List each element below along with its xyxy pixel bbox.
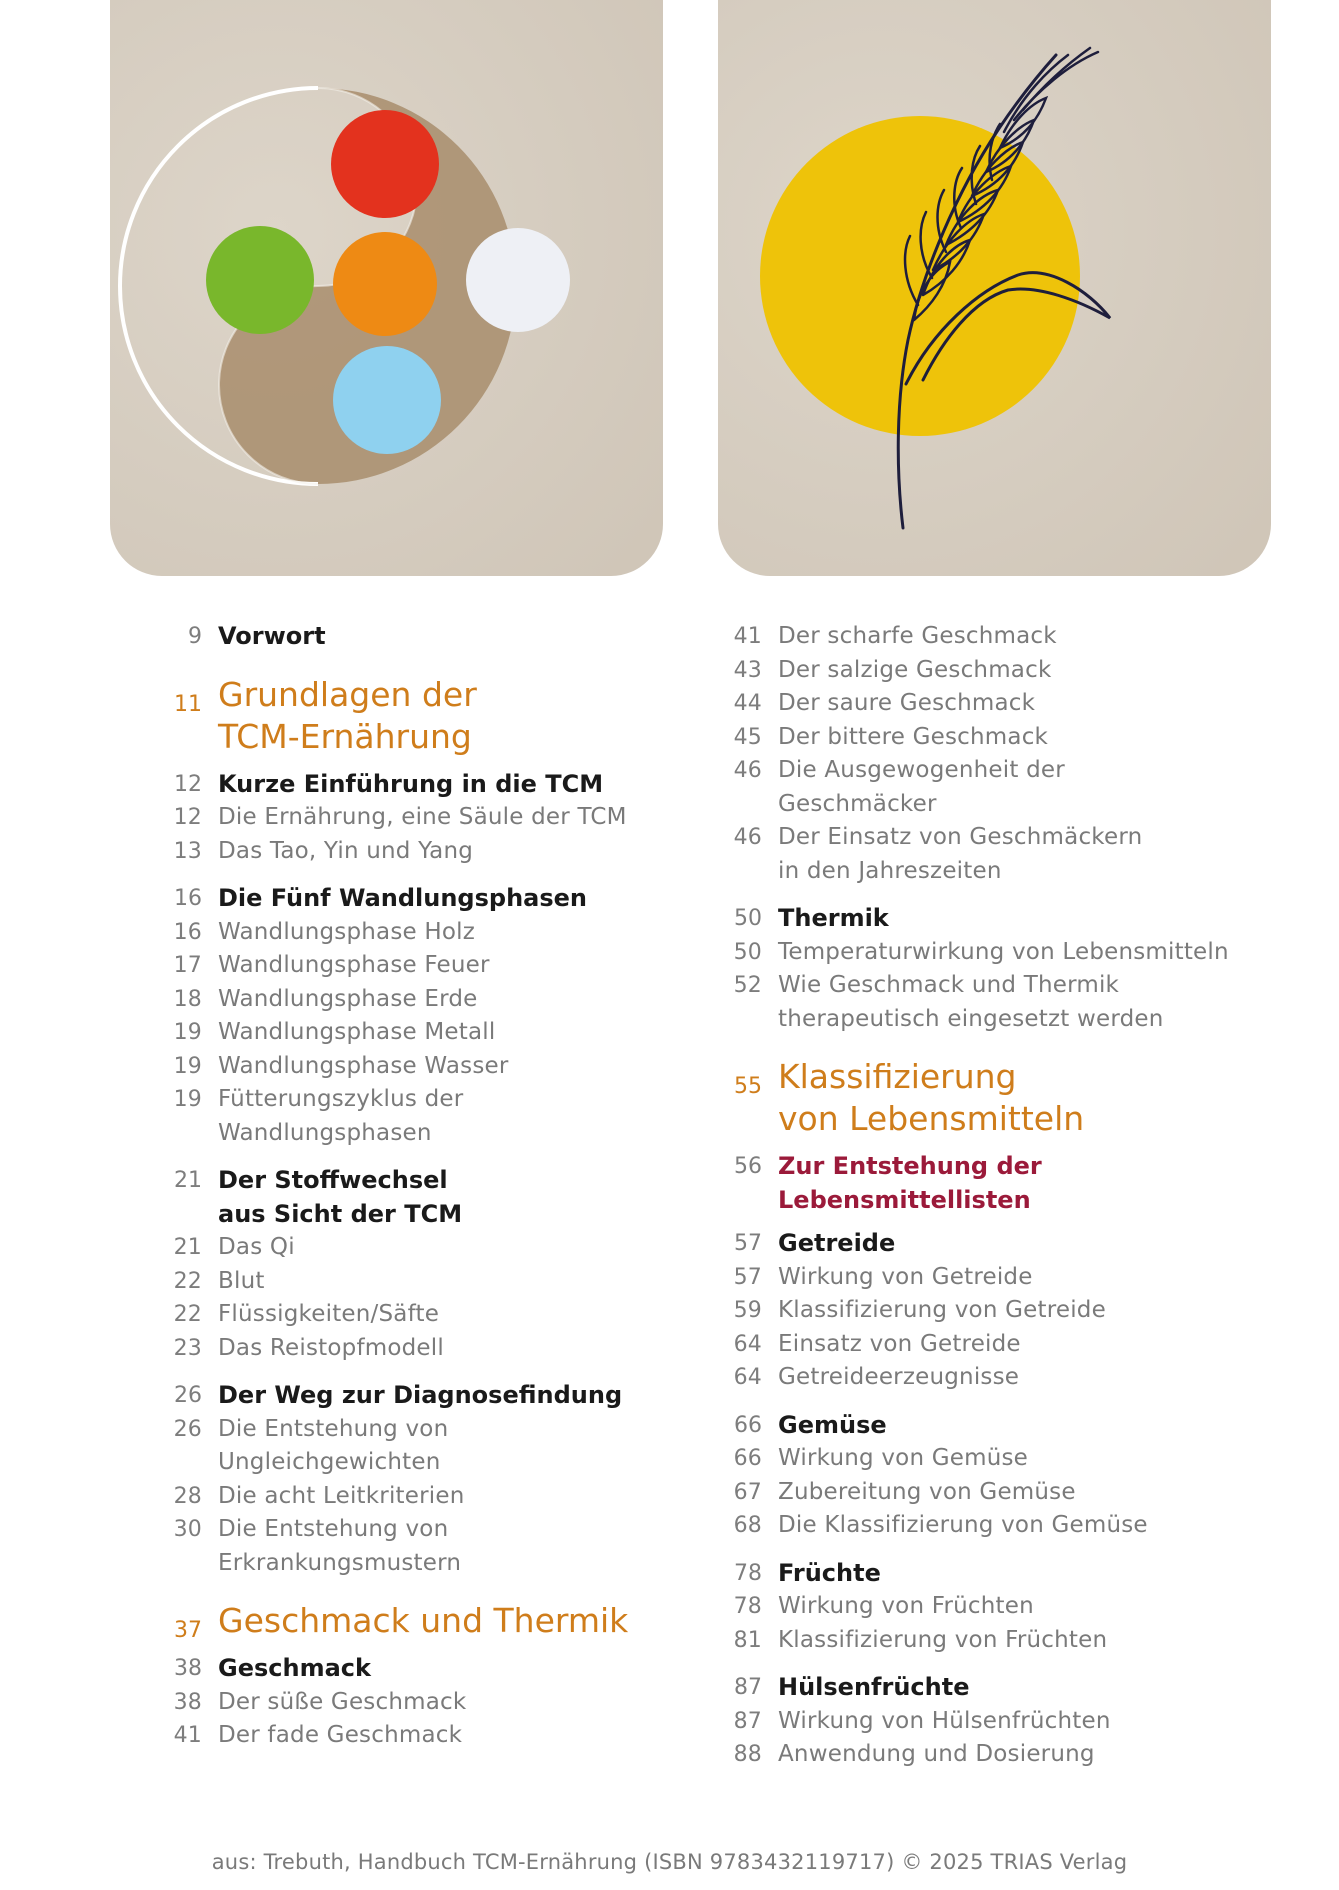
toc-page-number: 45 xyxy=(733,724,762,750)
toc-title-line: Gemüse xyxy=(778,1410,887,1439)
toc-title-line: Die Entstehung von xyxy=(218,1415,449,1442)
toc-title-line: Die Klassifizierung von Gemüse xyxy=(778,1512,1148,1538)
toc-title-line: Kurze Einführung in die TCM xyxy=(218,769,604,798)
toc-title-line: Zubereitung von Gemüse xyxy=(778,1478,1076,1505)
toc-page-number: 57 xyxy=(734,1231,762,1256)
toc-entry-entry[interactable] xyxy=(168,1332,648,1366)
toc-page-number: 21 xyxy=(173,1235,202,1260)
orange-circle xyxy=(333,232,437,336)
toc-page-number: 12 xyxy=(173,805,202,830)
toc-page-number: 26 xyxy=(173,1416,202,1442)
toc-bold-entry[interactable] xyxy=(168,882,648,916)
toc-title-line: Ungleichgewichten xyxy=(218,1449,441,1475)
green-circle xyxy=(206,226,314,334)
illustration-panel-left xyxy=(110,0,663,576)
toc-title-line: Wie Geschmack und Thermik xyxy=(778,972,1120,998)
toc-entry-entry[interactable] xyxy=(728,1624,1248,1658)
toc-entry-entry[interactable] xyxy=(728,1294,1248,1328)
toc-title-line: Fütterungszyklus der xyxy=(218,1086,464,1112)
toc-title-line: Klassifizierung xyxy=(778,1057,1017,1096)
toc-title-line: Wandlungsphasen xyxy=(218,1119,432,1146)
toc-column-right xyxy=(728,620,1248,1772)
toc-page-number: 19 xyxy=(173,1087,202,1112)
toc-title-line: Grundlagen der xyxy=(218,674,477,714)
toc-page-number: 19 xyxy=(173,1020,202,1045)
toc-title-line: in den Jahreszeiten xyxy=(778,857,1002,884)
toc-title-line: Anwendung und Dosierung xyxy=(778,1741,1095,1767)
toc-page-number: 44 xyxy=(733,691,762,716)
toc-entry-entry[interactable] xyxy=(168,1265,648,1299)
toc-title-line: Hülsenfrüchte xyxy=(778,1673,970,1701)
toc-page-number: 28 xyxy=(173,1483,202,1509)
toc-title-line: Wirkung von Getreide xyxy=(778,1263,1033,1290)
toc-page-number: 68 xyxy=(733,1513,762,1538)
toc-page-number: 78 xyxy=(733,1594,762,1619)
toc-bold-entry[interactable] xyxy=(168,1652,648,1686)
toc-entry-entry[interactable] xyxy=(168,916,648,950)
toc-page-number: 67 xyxy=(733,1479,762,1505)
toc-title-line: Der Einsatz von Geschmäckern xyxy=(778,824,1143,850)
toc-page-number: 59 xyxy=(733,1298,762,1323)
toc-page-number: 16 xyxy=(173,919,202,945)
toc-bold-entry[interactable] xyxy=(728,1227,1248,1261)
toc-page-number: 38 xyxy=(174,1656,202,1681)
toc-page-number: 66 xyxy=(734,1412,762,1438)
toc-title-line: Die Fünf Wandlungsphasen xyxy=(218,884,587,912)
toc-title-line: Wandlungsphase Wasser xyxy=(218,1052,509,1079)
toc-title-line: Das Tao, Yin und Yang xyxy=(218,837,474,864)
toc-entry-entry[interactable] xyxy=(168,1413,648,1480)
toc-title-line: Zur Entstehung der xyxy=(778,1152,1042,1180)
toc-entry-entry[interactable] xyxy=(728,1442,1248,1476)
toc-page-number: 43 xyxy=(733,657,762,683)
toc-entry-entry[interactable] xyxy=(728,1261,1248,1295)
five-phases-yin-yang-icon xyxy=(110,0,663,576)
toc-entry-entry[interactable] xyxy=(168,835,648,869)
toc-entry-entry[interactable] xyxy=(728,936,1248,970)
yellow-sun xyxy=(760,116,1080,436)
toc-page-number: 52 xyxy=(733,973,762,998)
toc-title-line: Lebensmittellisten xyxy=(778,1185,1031,1214)
toc-title-line: Der bittere Geschmack xyxy=(778,723,1049,750)
wheat-ear-sun-icon xyxy=(718,0,1271,576)
toc-title-line: von Lebensmitteln xyxy=(778,1099,1085,1138)
toc-title-line: Der scharfe Geschmack xyxy=(778,623,1057,649)
toc-bold-entry[interactable] xyxy=(728,1557,1248,1591)
toc-red-entry[interactable] xyxy=(728,1150,1248,1217)
toc-title-line: Das Reistopfmodell xyxy=(218,1334,444,1361)
toc-page-number: 64 xyxy=(733,1331,762,1357)
toc-bold-entry[interactable] xyxy=(728,1409,1248,1443)
toc-title-line: Blut xyxy=(218,1267,265,1294)
toc-title-line: Wandlungsphase Metall xyxy=(218,1019,496,1045)
toc-chapter-entry[interactable] xyxy=(168,674,648,758)
toc-entry-entry[interactable] xyxy=(728,1590,1248,1624)
toc-entry-entry[interactable] xyxy=(728,1476,1248,1510)
toc-page-number: 87 xyxy=(734,1675,762,1700)
toc-entry-entry[interactable] xyxy=(728,1361,1248,1395)
toc-title-line: Der süße Geschmack xyxy=(218,1688,467,1715)
toc-title-line: Die Ausgewogenheit der xyxy=(778,757,1065,783)
toc-chapter-entry[interactable] xyxy=(728,1056,1248,1140)
toc-entry-entry[interactable] xyxy=(728,620,1248,654)
illustration-panel-right xyxy=(718,0,1271,576)
toc-title-line: Wandlungsphase Holz xyxy=(218,918,476,945)
toc-title-line: Die acht Leitkriterien xyxy=(218,1482,465,1509)
toc-entry-entry[interactable] xyxy=(168,1231,648,1265)
toc-entry-entry[interactable] xyxy=(728,1738,1248,1772)
toc-bold-entry[interactable] xyxy=(728,1671,1248,1705)
toc-title-line: Geschmack xyxy=(218,1654,371,1682)
toc-bold-entry[interactable] xyxy=(168,620,648,654)
toc-title-line: TCM-Ernährung xyxy=(218,716,472,756)
toc-page-number: 81 xyxy=(733,1627,762,1653)
toc-entry-entry[interactable] xyxy=(728,654,1248,688)
toc-bold-entry[interactable] xyxy=(728,902,1248,936)
toc-entry-entry[interactable] xyxy=(728,969,1248,1036)
toc-page-number: 13 xyxy=(173,838,202,864)
toc-page-number: 87 xyxy=(733,1708,762,1734)
toc-entry-entry[interactable] xyxy=(728,1509,1248,1543)
toc-entry-entry[interactable] xyxy=(168,1480,648,1514)
toc-title-line: Der fade Geschmack xyxy=(218,1722,463,1748)
toc-title-line: Der Weg zur Diagnosefindung xyxy=(218,1381,623,1409)
toc-page-number: 41 xyxy=(173,1723,202,1748)
toc-page-number: 78 xyxy=(734,1560,762,1586)
toc-page-number: 26 xyxy=(174,1383,202,1408)
toc-title-line: Der Stoffwechsel xyxy=(218,1166,448,1194)
toc-title-line: Klassifizierung von Getreide xyxy=(778,1297,1106,1323)
copyright-footer: aus: Trebuth, Handbuch TCM-Ernährung (ISBN 9783432119717) © 2025 TRIAS Verlag xyxy=(211,1850,1128,1874)
toc-title-line: therapeutisch eingesetzt werden xyxy=(778,1005,1164,1032)
toc-page-number: 22 xyxy=(173,1268,202,1294)
toc-entry-entry[interactable] xyxy=(168,1686,648,1720)
blue-circle xyxy=(333,346,441,454)
toc-title-line: Wirkung von Gemüse xyxy=(778,1445,1029,1471)
toc-title-line: Wandlungsphase Feuer xyxy=(218,952,490,978)
toc-page-number: 57 xyxy=(733,1264,762,1290)
toc-page-number: 46 xyxy=(733,758,762,783)
toc-entry-entry[interactable] xyxy=(168,1050,648,1084)
toc-page-number: 66 xyxy=(733,1446,762,1471)
toc-title-line: Der saure Geschmack xyxy=(778,690,1036,716)
toc-page-number: 16 xyxy=(174,886,202,911)
toc-entry-entry[interactable] xyxy=(168,1016,648,1050)
toc-title-line: Geschmack und Thermik xyxy=(218,1601,629,1640)
toc-entry-entry[interactable] xyxy=(168,949,648,983)
toc-title-line: Getreideerzeugnisse xyxy=(778,1364,1020,1390)
toc-page-number: 41 xyxy=(733,624,762,649)
toc-title-line: Klassifizierung von Früchten xyxy=(778,1626,1108,1653)
toc-entry-entry[interactable] xyxy=(728,1705,1248,1739)
toc-title-line: Wirkung von Hülsenfrüchten xyxy=(778,1707,1111,1734)
toc-chapter-entry[interactable] xyxy=(168,1600,648,1642)
toc-bold-entry[interactable] xyxy=(168,768,648,802)
toc-page-number: 17 xyxy=(173,953,202,978)
toc-page-number: 30 xyxy=(173,1517,202,1542)
toc-page-number: 50 xyxy=(733,939,762,965)
toc-title-line: aus Sicht der TCM xyxy=(218,1199,463,1228)
toc-title-line: Früchte xyxy=(778,1558,881,1587)
toc-title-line: Getreide xyxy=(778,1229,896,1257)
toc-entry-entry[interactable] xyxy=(168,801,648,835)
toc-title-line: Vorwort xyxy=(218,622,326,650)
toc-entry-entry[interactable] xyxy=(728,1328,1248,1362)
red-circle xyxy=(331,110,439,218)
toc-title-line: Der salzige Geschmack xyxy=(778,656,1052,683)
toc-title-line: Wirkung von Früchten xyxy=(778,1593,1034,1619)
toc-page-number: 21 xyxy=(174,1168,202,1193)
toc-page-number: 55 xyxy=(734,1074,762,1099)
toc-title-line: Die Entstehung von xyxy=(218,1516,449,1542)
toc-title-line: Thermik xyxy=(778,904,889,932)
toc-title-line: Erkrankungsmustern xyxy=(218,1549,462,1576)
toc-page-number: 38 xyxy=(173,1689,202,1715)
toc-entry-entry[interactable] xyxy=(168,983,648,1017)
toc-title-line: Geschmäcker xyxy=(778,790,937,817)
toc-entry-entry[interactable] xyxy=(168,1513,648,1580)
toc-page-number: 23 xyxy=(173,1335,202,1361)
toc-title-line: Flüssigkeiten/Säfte xyxy=(218,1301,440,1327)
toc-page-number: 37 xyxy=(174,1618,202,1643)
toc-page-number: 18 xyxy=(173,986,202,1012)
toc-bold-entry[interactable] xyxy=(168,1379,648,1413)
toc-page-number: 56 xyxy=(734,1154,762,1179)
toc-page-number: 50 xyxy=(734,906,762,931)
toc-page-number: 11 xyxy=(174,691,202,717)
toc-entry-entry[interactable] xyxy=(728,721,1248,755)
toc-page-number: 46 xyxy=(733,825,762,850)
toc-entry-entry[interactable] xyxy=(168,1719,648,1753)
white-circle xyxy=(466,228,570,332)
toc-title-line: Wandlungsphase Erde xyxy=(218,985,478,1012)
toc-page-number: 88 xyxy=(733,1742,762,1767)
toc-column-left xyxy=(168,620,648,1753)
toc-bold-entry[interactable] xyxy=(168,1164,648,1231)
toc-page-number: 64 xyxy=(733,1365,762,1390)
toc-entry-entry[interactable] xyxy=(728,754,1248,821)
toc-page-number: 12 xyxy=(174,771,202,797)
toc-entry-entry[interactable] xyxy=(168,1298,648,1332)
toc-page-number: 9 xyxy=(188,624,202,649)
toc-title-line: Temperaturwirkung von Lebensmitteln xyxy=(778,938,1229,965)
toc-entry-entry[interactable] xyxy=(728,687,1248,721)
toc-entry-entry[interactable] xyxy=(168,1083,648,1150)
toc-page-number: 22 xyxy=(173,1302,202,1327)
toc-title-line: Das Qi xyxy=(218,1234,295,1260)
toc-page-number: 19 xyxy=(173,1053,202,1079)
toc-entry-entry[interactable] xyxy=(728,821,1248,888)
toc-title-line: Einsatz von Getreide xyxy=(778,1330,1021,1357)
toc-title-line: Die Ernährung, eine Säule der TCM xyxy=(218,804,627,830)
